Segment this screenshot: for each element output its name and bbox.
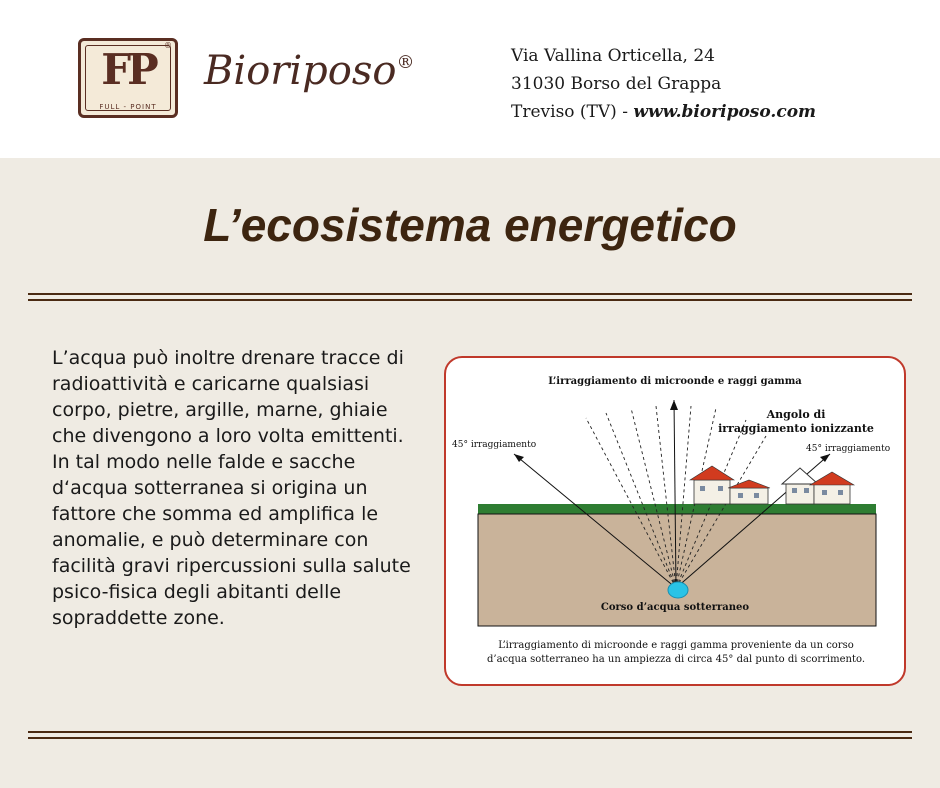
arrow-up-icon [670, 400, 678, 410]
body-paragraph: L’acqua può inoltre drenare tracce di radioattività e caricarne qualsiasi corpo, pietre, argille, marne, ghiaie che divengono a loro volta emittenti. In tal modo nelle falde e sacche d‘acqua sotterranea si origina un fattore che somma ed amplifica le anomalie, e può determinare con facilità gravi ripercussioni sulla salute psico-fisica degli abitanti delle sopraddette zone. [52, 347, 411, 629]
river-label: Corso d’acqua sotterraneo [600, 602, 750, 613]
brand-name [204, 48, 414, 94]
right-angle-label: 45° irraggiamento [806, 444, 891, 454]
brand-registered-mark: ® [396, 52, 415, 73]
left-angle-label: 45° irraggiamento [452, 440, 537, 450]
angle-label [716, 408, 876, 436]
angle-label-line1: Angolo di [766, 408, 826, 421]
house-icon-right [782, 468, 854, 504]
diagram-illustration [446, 358, 904, 684]
radiation-diagram [444, 356, 906, 686]
logo-registered-mark: ® [164, 41, 172, 50]
address-province [511, 98, 816, 126]
caption-line2: d’acqua sotterraneo ha un ampiezza di circa 45° dal punto di scorrimento. [486, 654, 865, 665]
company-address [511, 42, 816, 126]
logo-mark: FP [101, 45, 155, 94]
grass-layer [478, 504, 876, 514]
water-source-icon [668, 582, 688, 598]
logo-subtitle: FULL - POINT [99, 103, 157, 111]
header [0, 0, 940, 158]
address-street: Via Vallina Orticella, 24 [511, 46, 715, 66]
page-title: L’ecosistema energetico [203, 199, 737, 251]
brand-text: Bioriposo [204, 48, 397, 94]
top-divider [28, 293, 912, 301]
website-link[interactable]: www.bioriposo.com [633, 102, 817, 122]
house-icon-left [690, 466, 770, 504]
diagram-caption [460, 639, 892, 667]
angle-label-line2: irraggiamento ionizzante [718, 422, 874, 435]
bottom-divider [28, 731, 912, 739]
full-point-logo [78, 38, 178, 118]
caption-line1: L’irraggiamento di microonde e raggi gamma proveniente da un corso [498, 640, 854, 651]
address-province-text: Treviso (TV) - [511, 102, 634, 122]
address-city: 31030 Borso del Grappa [511, 74, 722, 94]
diagram-title: L’irraggiamento di microonde e raggi gamma [548, 376, 802, 387]
